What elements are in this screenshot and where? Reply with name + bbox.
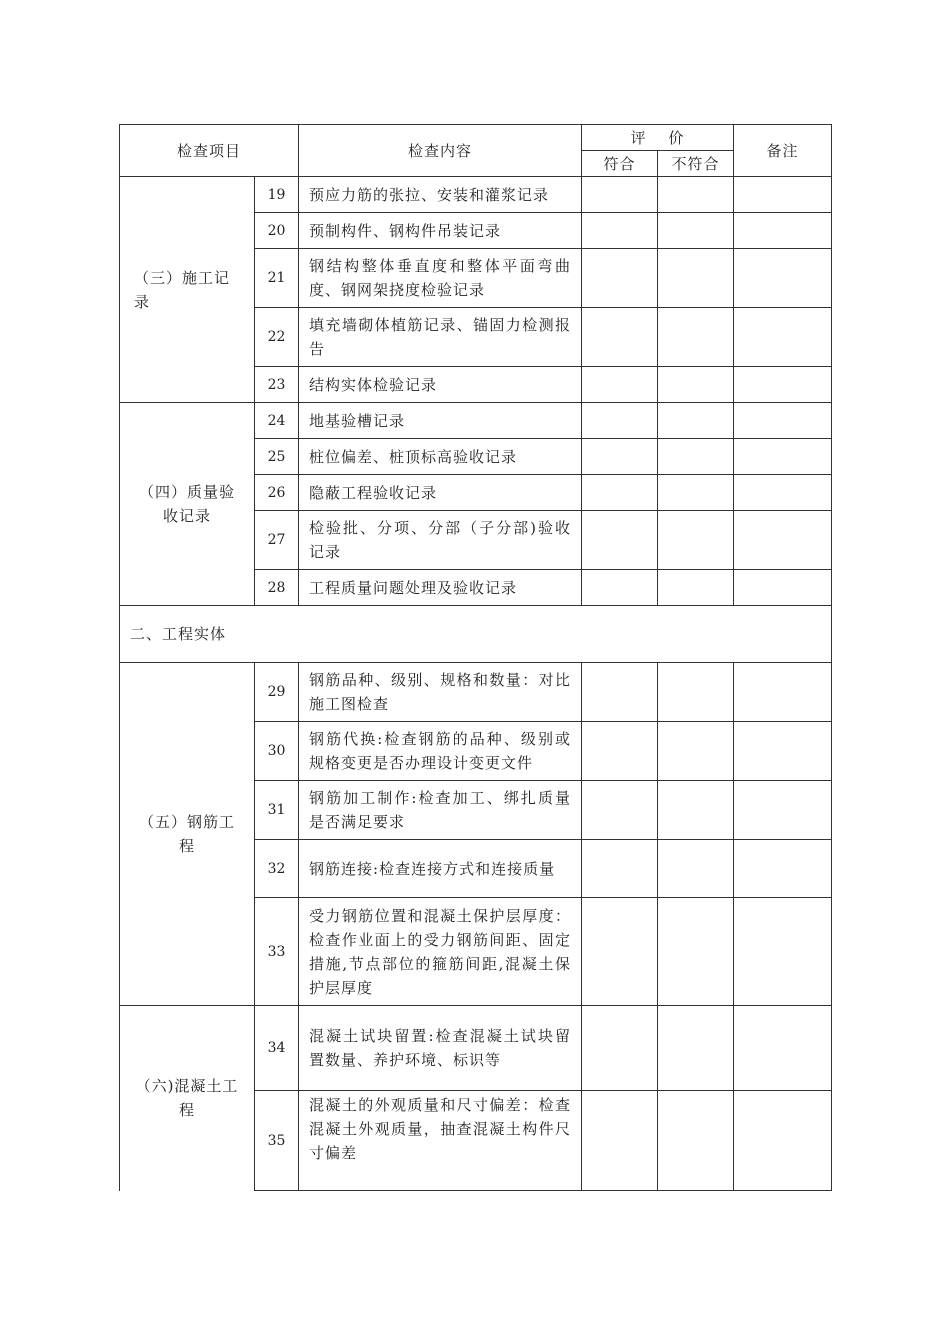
group-quality-acceptance-records: （四）质量验收记录 (120, 403, 255, 606)
nonconform-cell[interactable] (658, 840, 734, 898)
conform-cell[interactable] (582, 840, 658, 898)
nonconform-cell[interactable] (658, 249, 734, 308)
conform-cell[interactable] (582, 898, 658, 1006)
conform-cell[interactable] (582, 308, 658, 367)
header-content: 检查内容 (299, 125, 582, 177)
row-content: 预制构件、钢构件吊装记录 (299, 213, 582, 249)
row-content: 工程质量问题处理及验收记录 (299, 570, 582, 606)
remark-cell[interactable] (734, 663, 832, 722)
row-number: 25 (255, 439, 299, 475)
section-title: 二、工程实体 (120, 606, 832, 663)
row-content: 填充墙砌体植筋记录、锚固力检测报告 (299, 308, 582, 367)
nonconform-cell[interactable] (658, 213, 734, 249)
conform-cell[interactable] (582, 1091, 658, 1191)
nonconform-cell[interactable] (658, 475, 734, 511)
row-number: 22 (255, 308, 299, 367)
header-nonconform: 不符合 (658, 151, 734, 177)
conform-cell[interactable] (582, 177, 658, 213)
remark-cell[interactable] (734, 1091, 832, 1191)
row-number: 19 (255, 177, 299, 213)
nonconform-cell[interactable] (658, 781, 734, 840)
conform-cell[interactable] (582, 722, 658, 781)
group-construction-records: （三）施工记录 (120, 177, 255, 403)
conform-cell[interactable] (582, 249, 658, 308)
conform-cell[interactable] (582, 403, 658, 439)
row-number: 28 (255, 570, 299, 606)
row-number: 21 (255, 249, 299, 308)
row-content: 预应力筋的张拉、安装和灌浆记录 (299, 177, 582, 213)
nonconform-cell[interactable] (658, 570, 734, 606)
row-content: 混凝土的外观质量和尺寸偏差：检查混凝土外观质量，抽查混凝土构件尺寸偏差 (299, 1091, 582, 1191)
header-row-1 (120, 125, 832, 151)
nonconform-cell[interactable] (658, 511, 734, 570)
header-remark: 备注 (734, 125, 832, 177)
conform-cell[interactable] (582, 213, 658, 249)
remark-cell[interactable] (734, 308, 832, 367)
row-content: 钢筋加工制作:检查加工、绑扎质量是否满足要求 (299, 781, 582, 840)
remark-cell[interactable] (734, 177, 832, 213)
nonconform-cell[interactable] (658, 367, 734, 403)
remark-cell[interactable] (734, 475, 832, 511)
nonconform-cell[interactable] (658, 1091, 734, 1191)
nonconform-cell[interactable] (658, 403, 734, 439)
row-content: 检验批、分项、分部（子分部)验收记录 (299, 511, 582, 570)
remark-cell[interactable] (734, 570, 832, 606)
table-row (120, 403, 832, 439)
conform-cell[interactable] (582, 781, 658, 840)
table-row (120, 663, 832, 722)
header-item: 检查项目 (120, 125, 299, 177)
conform-cell[interactable] (582, 570, 658, 606)
conform-cell[interactable] (582, 475, 658, 511)
nonconform-cell[interactable] (658, 898, 734, 1006)
remark-cell[interactable] (734, 898, 832, 1006)
row-content: 受力钢筋位置和混凝土保护层厚度：检查作业面上的受力钢筋间距、固定措施,节点部位的箍筋间距,混凝土保护层厚度 (299, 898, 582, 1006)
row-content: 混凝土试块留置:检查混凝土试块留置数量、养护环境、标识等 (299, 1006, 582, 1091)
row-number: 24 (255, 403, 299, 439)
table-row (120, 177, 832, 213)
section-row (120, 606, 832, 663)
row-number: 23 (255, 367, 299, 403)
row-content: 钢筋代换:检查钢筋的品种、级别或规格变更是否办理设计变更文件 (299, 722, 582, 781)
nonconform-cell[interactable] (658, 663, 734, 722)
remark-cell[interactable] (734, 722, 832, 781)
conform-cell[interactable] (582, 663, 658, 722)
conform-cell[interactable] (582, 439, 658, 475)
group-concrete-works: （六)混凝土工程 (120, 1006, 255, 1191)
conform-cell[interactable] (582, 511, 658, 570)
nonconform-cell[interactable] (658, 308, 734, 367)
row-number: 29 (255, 663, 299, 722)
row-content: 隐蔽工程验收记录 (299, 475, 582, 511)
nonconform-cell[interactable] (658, 1006, 734, 1091)
remark-cell[interactable] (734, 511, 832, 570)
row-content: 钢筋连接:检查连接方式和连接质量 (299, 840, 582, 898)
nonconform-cell[interactable] (658, 439, 734, 475)
header-conform: 符合 (582, 151, 658, 177)
row-number: 26 (255, 475, 299, 511)
row-content: 地基验槽记录 (299, 403, 582, 439)
row-number: 34 (255, 1006, 299, 1091)
remark-cell[interactable] (734, 213, 832, 249)
remark-cell[interactable] (734, 439, 832, 475)
conform-cell[interactable] (582, 1006, 658, 1091)
row-content: 钢结构整体垂直度和整体平面弯曲度、钢网架挠度检验记录 (299, 249, 582, 308)
row-number: 32 (255, 840, 299, 898)
nonconform-cell[interactable] (658, 722, 734, 781)
nonconform-cell[interactable] (658, 177, 734, 213)
row-content: 桩位偏差、桩顶标高验收记录 (299, 439, 582, 475)
row-content: 结构实体检验记录 (299, 367, 582, 403)
row-number: 35 (255, 1091, 299, 1191)
row-number: 27 (255, 511, 299, 570)
inspection-table (119, 124, 832, 1191)
inspection-table-sheet (119, 124, 831, 1191)
row-number: 33 (255, 898, 299, 1006)
remark-cell[interactable] (734, 403, 832, 439)
header-evaluation: 评 价 (582, 125, 734, 151)
remark-cell[interactable] (734, 249, 832, 308)
table-row (120, 1006, 832, 1091)
conform-cell[interactable] (582, 367, 658, 403)
remark-cell[interactable] (734, 1006, 832, 1091)
row-number: 31 (255, 781, 299, 840)
remark-cell[interactable] (734, 840, 832, 898)
row-content: 钢筋品种、级别、规格和数量：对比施工图检查 (299, 663, 582, 722)
remark-cell[interactable] (734, 367, 832, 403)
row-number: 30 (255, 722, 299, 781)
row-number: 20 (255, 213, 299, 249)
remark-cell[interactable] (734, 781, 832, 840)
group-rebar-works: （五）钢筋工程 (120, 663, 255, 1006)
